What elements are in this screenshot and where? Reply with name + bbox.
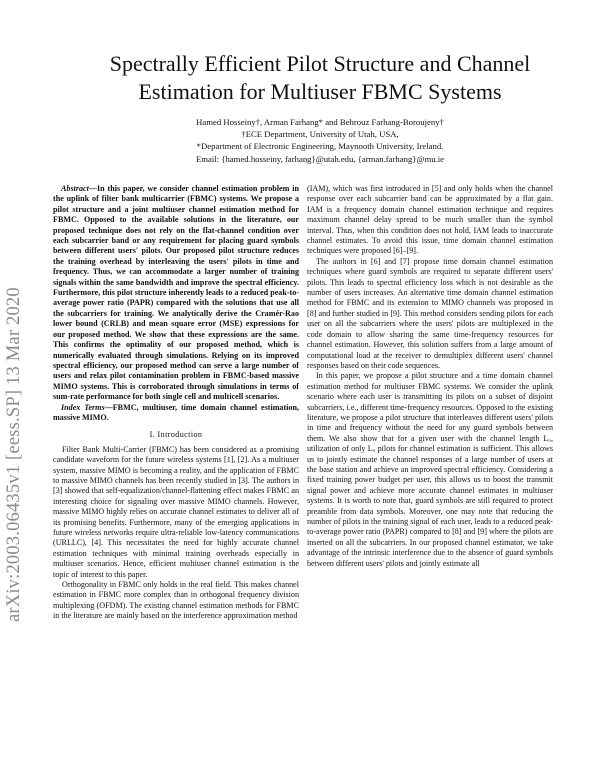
left-column [53, 184, 299, 622]
title-line-2: Estimation for Multiuser FBMC Systems [138, 79, 502, 104]
paragraph: In this paper, we propose a pilot structure and a time domain channel estimation method for multiuser FBMC systems. We consider the uplink scenario where each user is transmitting its pilots on a subset of disjoint subcarriers, i.e., different time-frequency resources. Opposed to the existing literature, we propose a pilot structure that interleaves different users' pilots in time and frequency without the need for any guard symbols between them. We also show that for a given user with the channel length Lᵤ, utilization of only Lᵤ pilots for channel estimation is sufficient. This allows us to jointly estimate the channel responses of a large number of users at the base station and achieve an improved spectral efficiency. Considering a fixed training power budget per user, this allows us to boost the transmit signal power and achieve more accurate channel estimates in multiuser systems. It is worth to note that, guard symbols are still required to protect preamble from data symbols. Moreover, one may note that reducing the number of pilots in the training signal of each user, leads to a reduced peak-to-average power ratio (PAPR) compared to [8] and [9] where the pilots are inserted on all the subcarriers. In our proposed channel estimator, we take advantage of the intrinsic interference due to the absence of guard symbols between different users' pilots and jointly estimate all [307, 371, 553, 568]
author-block [90, 116, 550, 165]
paper-title [40, 50, 600, 106]
author-names: Hamed Hosseiny†, Arman Farhang* and Behrouz Farhang-Boroujeny† [196, 117, 444, 127]
paragraph: The authors in [6] and [7] propose time domain channel estimation techniques where guard symbols are required to separate different users' pilots. This leads to spectral efficiency loss which is not desirable as the number of users increases. An alternative time domain channel estimation method for FBMC and its extension to MIMO channels was proposed in [8] and further studied in [9]. This method considers sending pilots for each user on all the subcarriers where the users' pilots are multiplexed in the code domain to allow sharing the same time-frequency resources for channel estimation. However, this solution suffers from a large amount of computational load at the receiver to demultiplex different users' channel responses based on their code sequences. [307, 256, 553, 370]
index-terms-label: Index Terms [61, 402, 105, 412]
author-emails: Email: {hamed.hosseiny, farhang}@utah.edu, {arman.farhang}@mu.ie [195, 153, 445, 164]
paragraph: Orthogonality in FBMC only holds in the real field. This makes channel estimation in FBMC more complex than in orthogonal frequency division multiplexing (OFDM). The existing channel estimation methods for FBMC in the literature are mainly based on the interference approximation method [53, 580, 299, 621]
affiliation-maynooth: *Department of Electronic Engineering, Maynooth University, Ireland. [196, 141, 444, 152]
right-column [307, 184, 553, 569]
paragraph: (IAM), which was first introduced in [5] and only holds when the channel response over each subcarrier band can be approximated by a flat gain. IAM is a frequency domain channel estimation technique and requires maximum channel delay spread to be much smaller than the symbol interval. Thus, when this condition does not hold, IAM leads to inaccurate channel estimates. To avoid this issue, time domain channel estimation techniques were proposed [6]–[9]. [307, 184, 553, 256]
arxiv-id: arXiv:2003.06435v1 [eess.SP] 13 Mar 2020 [4, 287, 24, 622]
affiliation-utah: †ECE Department, University of Utah, USA, [241, 129, 399, 140]
abstract-text: —In this paper, we consider channel estimation problem in the uplink of filter bank multicarrier (FBMC) systems. We propose a pilot structure and a joint multiuser channel estimation method for FBMC. Opposed to the available solutions in the literature, our proposed technique does not rely on the flat-channel condition over each subcarrier band or any requirement for placing guard symbols between different users' pilots. Our proposed pilot structure reduces the training overhead by interleaving the users' pilots in time and frequency. Thus, we can accommodate a larger number of training signals within the same bandwidth and improve the spectral efficiency. Furthermore, this pilot structure inherently leads to a reduced peak-to-average power ratio (PAPR) compared with the solutions that use all the subcarriers for training. We analytically derive the Cramér-Rao lower bound (CRLB) and mean square error (MSE) expressions for our proposed method. We show that these expressions are the same. This confirms the optimality of our proposed method, which is numerically evaluated through simulations. Relying on its improved spectral efficiency, our proposed method can serve a large number of users and relax pilot contamination problem in FBMC-based massive MIMO systems. This is corroborated through simulations in terms of sum-rate performance for both single cell and multicell scenarios. [53, 184, 299, 402]
abstract-label: Abstract [61, 184, 89, 193]
abstract [53, 184, 299, 403]
section-heading-introduction: I. Introduction [149, 430, 203, 440]
arxiv-watermark [0, 0, 40, 776]
paragraph: Filter Bank Multi-Carrier (FBMC) has been considered as a promising candidate waveform for the future wireless systems [1], [2]. As a multiuser system, massive MIMO is becoming a reality, and the application of FBMC to massive MIMO channels has been recently studied in [3]. The authors in [3] showed that self-equalization/channel-flattening effect makes FBMC an interesting choice for signaling over massive MIMO channels. However, massive MIMO highly relies on accurate channel estimates to deliver all of its promising benefits. Furthermore, many of the emerging applications in future wireless networks require ultra-reliable low-latency communications (URLLC), [4]. This necessitates the need for highly accurate channel estimation techniques with minimal training overheads especially in multiuser scenarios. Hence, efficient multiuser channel estimation is the topic of interest to this paper. [53, 444, 299, 579]
index-terms [53, 403, 299, 424]
index-terms-text: —FBMC, multiuser, time domain channel estimation, massive MIMO. [53, 402, 299, 422]
title-line-1: Spectrally Efficient Pilot Structure and Channel [109, 51, 531, 76]
